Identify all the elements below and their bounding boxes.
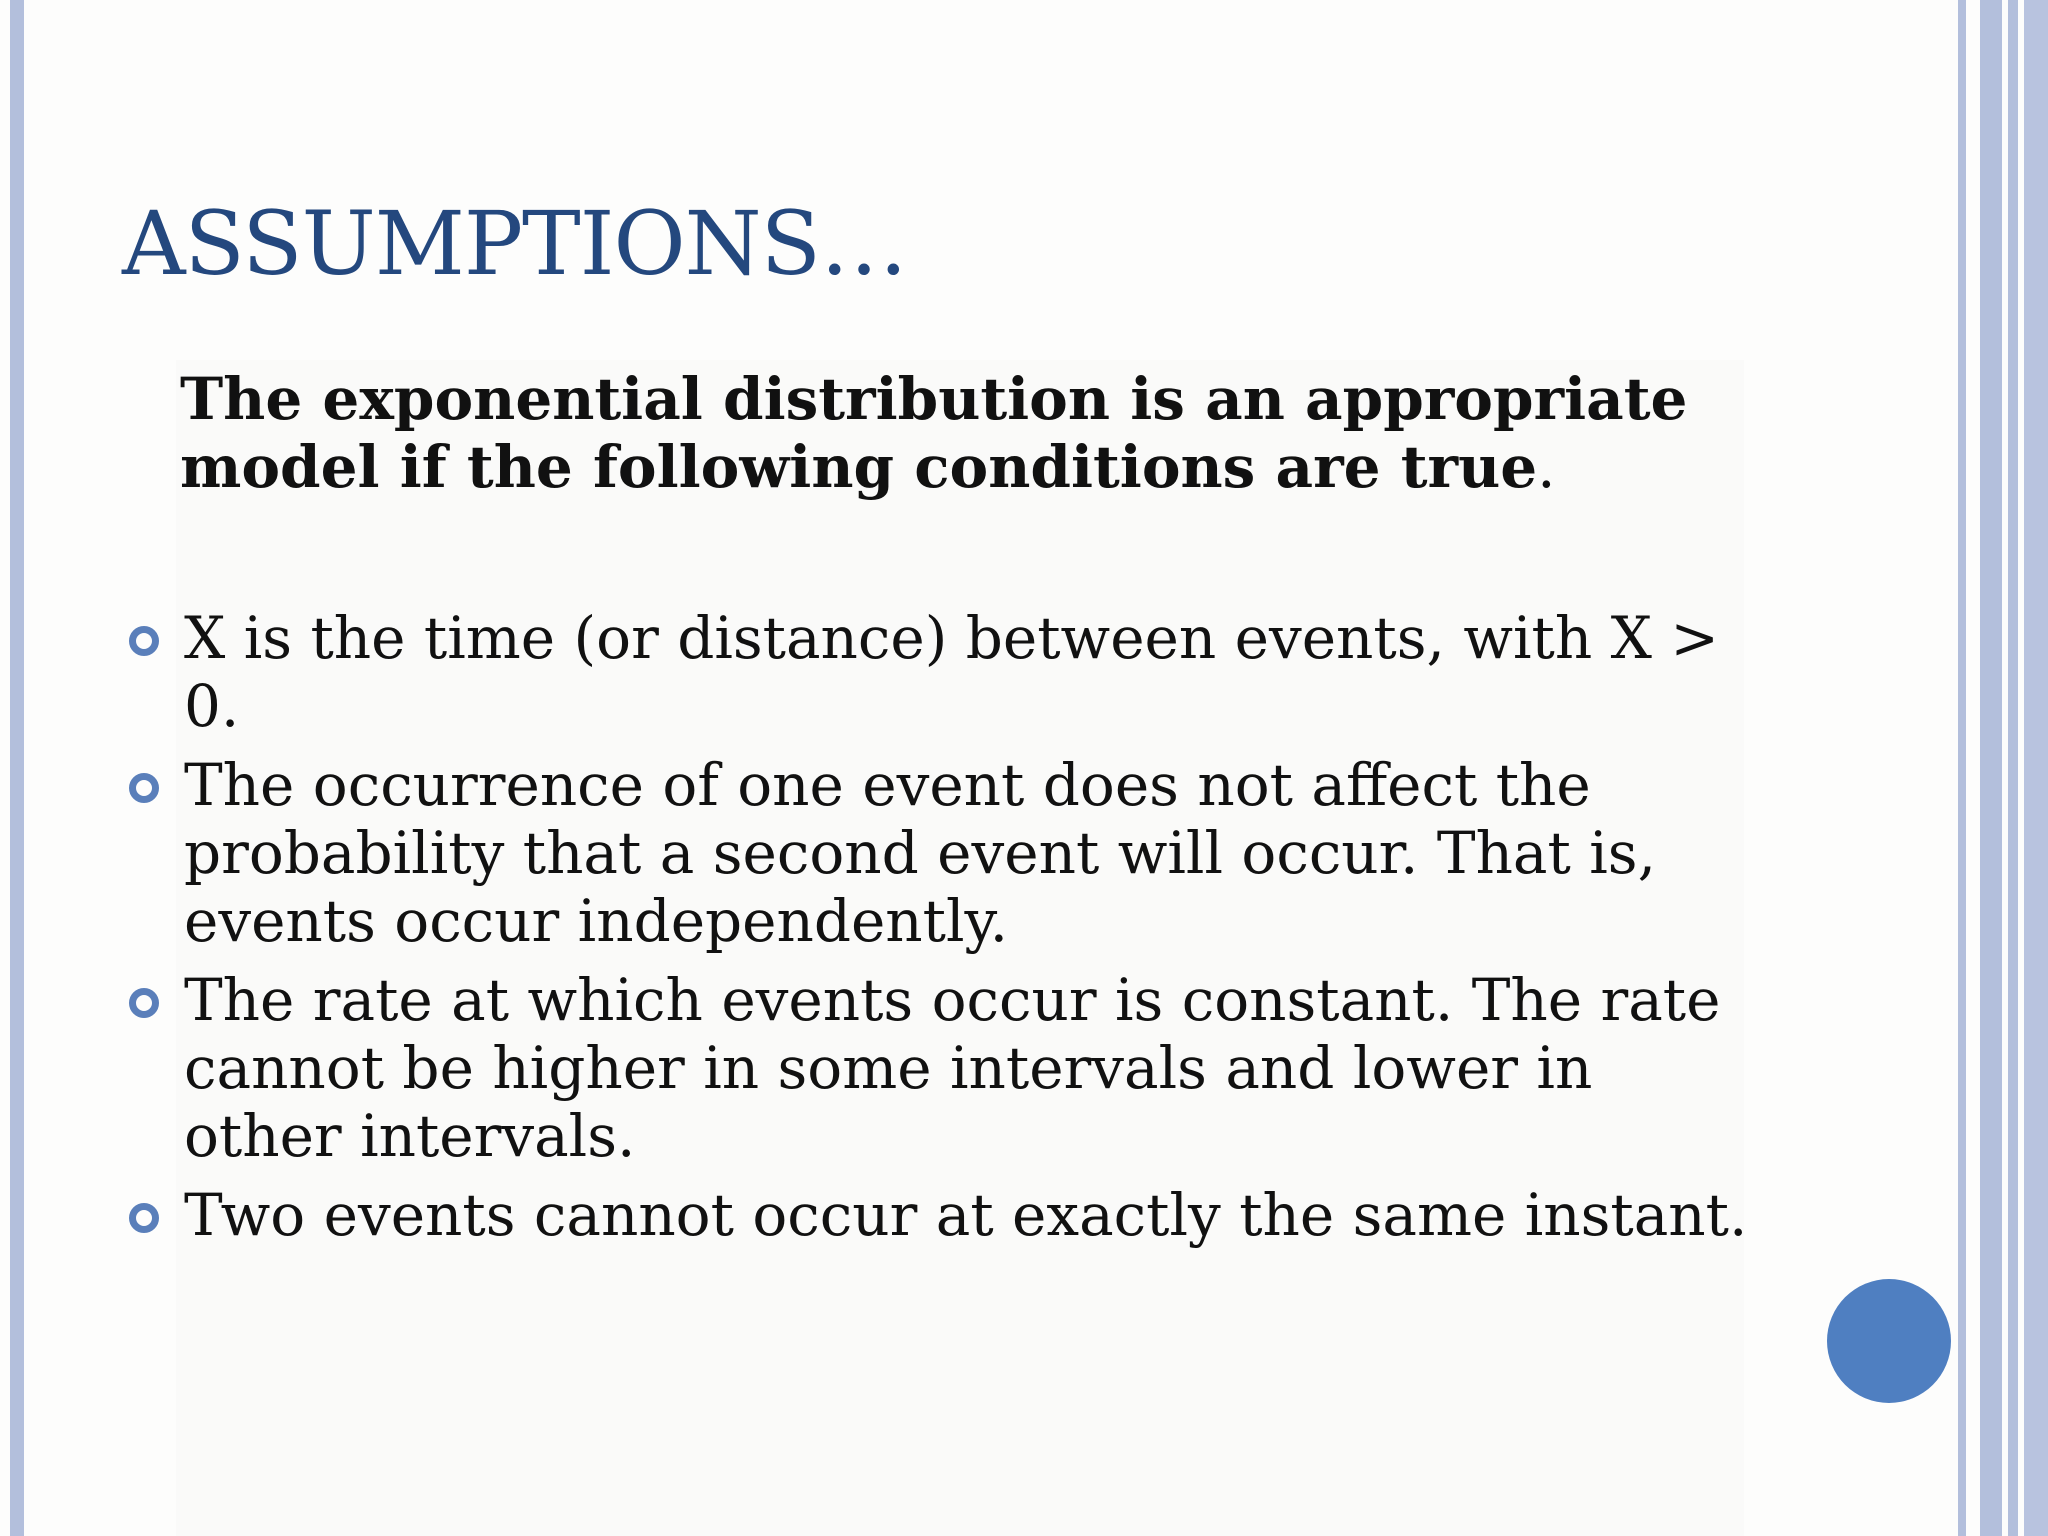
- hollow-circle-bullet-icon: [129, 1203, 159, 1233]
- list-item-text: Two events cannot occur at exactly the same instant.: [184, 1181, 1748, 1249]
- hollow-circle-bullet-icon: [129, 626, 159, 656]
- list-item: [124, 966, 1764, 1170]
- right-accent-rule: [1958, 0, 1966, 1536]
- intro-period: .: [1537, 433, 1556, 501]
- right-accent-rule: [2008, 0, 2018, 1536]
- list-item-text: The rate at which events occur is constant. The rate cannot be higher in some intervals and lower in other intervals.: [184, 966, 1721, 1170]
- hollow-circle-bullet-icon: [129, 773, 159, 803]
- intro-statement: The exponential distribution is an appropriate model if the following conditions are true: [180, 365, 1688, 501]
- decorative-circle-icon: [1827, 1279, 1951, 1403]
- list-item: [124, 1181, 1764, 1249]
- right-accent-rule: [2024, 0, 2048, 1536]
- assumption-list: [124, 604, 1764, 1260]
- list-item-text: The occurrence of one event does not affect the probability that a second event will occur. That is, events occur independently.: [184, 751, 1657, 955]
- right-accent-rule: [1980, 0, 2002, 1536]
- list-item: [124, 751, 1764, 955]
- hollow-circle-bullet-icon: [129, 988, 159, 1018]
- slide-title: ASSUMPTIONS…: [122, 192, 907, 295]
- left-accent-rule: [10, 0, 24, 1536]
- intro-text: [180, 365, 1740, 501]
- list-item: [124, 604, 1764, 740]
- list-item-text: X is the time (or distance) between events, with X > 0.: [184, 604, 1719, 740]
